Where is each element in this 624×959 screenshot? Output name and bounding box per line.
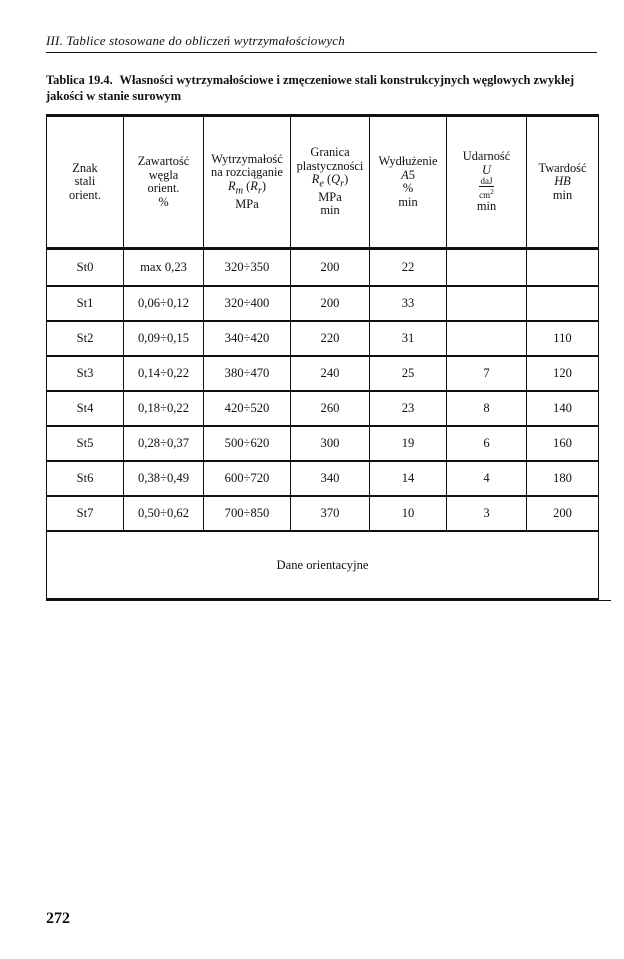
header-line: Twardość: [538, 160, 587, 175]
header-line: Granica: [310, 145, 350, 160]
cell-impact: [447, 321, 527, 356]
header-line: stali: [74, 174, 96, 189]
header-line: Znak: [72, 160, 98, 175]
header-line: Zawartość: [137, 154, 190, 168]
table-row: [47, 426, 599, 461]
header-elongation: [370, 116, 447, 249]
header-unit-fraction: [447, 177, 526, 200]
header-row: [47, 116, 599, 249]
running-header: III. Tablice stosowane do obliczeń wytrzymałościowych: [46, 33, 345, 48]
subscript: r: [257, 185, 262, 197]
cell-hardness: 200: [527, 496, 599, 531]
cell-yield: 200: [291, 286, 370, 321]
cell-hardness: 140: [527, 391, 599, 426]
header-line: Udarność: [462, 149, 511, 164]
cell-yield: 240: [291, 356, 370, 391]
cell-yield: 200: [291, 249, 370, 287]
header-steel-mark: [47, 116, 124, 249]
header-note: min: [320, 203, 340, 218]
cell-carbon: 0,18÷0,22: [124, 391, 204, 426]
cell-yield: 220: [291, 321, 370, 356]
cell-tensile: 380÷470: [204, 356, 291, 391]
cell-elongation: 25: [370, 356, 447, 391]
subscript: m: [235, 185, 244, 197]
header-rule: [46, 52, 597, 53]
cell-hardness: 110: [527, 321, 599, 356]
cell-yield: 340: [291, 461, 370, 496]
header-yield-strength: [291, 116, 370, 249]
cell-impact: 8: [447, 391, 527, 426]
header-line: węgla: [148, 167, 179, 182]
table-row: [47, 249, 599, 287]
cell-impact: [447, 249, 527, 287]
cell-steel-mark: St5: [47, 426, 124, 461]
cell-hardness: [527, 249, 599, 287]
cell-hardness: 180: [527, 461, 599, 496]
cell-elongation: 10: [370, 496, 447, 531]
header-line: Wytrzymałość: [211, 151, 283, 166]
symbol: R: [311, 172, 320, 187]
subscript: e: [319, 178, 324, 190]
cell-carbon: max 0,23: [124, 249, 204, 287]
cell-carbon: 0,50÷0,62: [124, 496, 204, 531]
cell-steel-mark: St2: [47, 321, 124, 356]
header-note: min: [476, 199, 497, 214]
table-caption: [46, 72, 598, 104]
cell-steel-mark: St1: [47, 286, 124, 321]
header-note: min: [398, 194, 418, 209]
header-unit: MPa: [318, 189, 342, 204]
cell-impact: 6: [447, 426, 527, 461]
header-carbon-content: [124, 116, 204, 249]
cell-carbon: 0,14÷0,22: [124, 356, 204, 391]
table-rule-tail: [597, 600, 611, 601]
table-row: [47, 321, 599, 356]
cell-elongation: 31: [370, 321, 447, 356]
table-row: [47, 496, 599, 531]
cell-carbon: 0,38÷0,49: [124, 461, 204, 496]
cell-tensile: 700÷850: [204, 496, 291, 531]
cell-elongation: 33: [370, 286, 447, 321]
header-line: plastyczności: [296, 158, 364, 173]
cell-elongation: 14: [370, 461, 447, 496]
header-hardness: [527, 116, 599, 249]
header-line: Wydłużenie: [378, 154, 438, 168]
cell-carbon: 0,28÷0,37: [124, 426, 204, 461]
cell-steel-mark: St7: [47, 496, 124, 531]
cell-elongation: 19: [370, 426, 447, 461]
cell-impact: 3: [447, 496, 527, 531]
cell-tensile: 500÷620: [204, 426, 291, 461]
cell-steel-mark: St6: [47, 461, 124, 496]
header-symbol: $R_m$ $(R_r)$: [227, 178, 267, 197]
footer-note-row: [47, 531, 599, 600]
cell-elongation: 23: [370, 391, 447, 426]
cell-tensile: 340÷420: [204, 321, 291, 356]
exponent: 2: [490, 187, 494, 197]
header-line: %: [158, 194, 169, 209]
cell-hardness: 160: [527, 426, 599, 461]
table-row: [47, 356, 599, 391]
footer-note: Dane orientacyjne: [47, 531, 599, 600]
cell-tensile: 320÷350: [204, 249, 291, 287]
steel-properties-table: [46, 114, 599, 601]
cell-steel-mark: St3: [47, 356, 124, 391]
header-symbol: [370, 169, 446, 183]
header-line: na rozciąganie: [211, 165, 283, 180]
cell-carbon: 0,09÷0,15: [124, 321, 204, 356]
header-impact-strength: [447, 116, 527, 249]
cell-hardness: 120: [527, 356, 599, 391]
subscript: r: [340, 178, 345, 190]
header-line: orient.: [69, 187, 101, 202]
page-number: 272: [46, 910, 70, 927]
caption-text: Własności wytrzymałościowe i zmęczeniowe stali konstrukcyjnych węglowych zwykłej jakości w stanie surowym: [46, 73, 575, 103]
cell-impact: [447, 286, 527, 321]
header-symbol: $R_e$ $(Q_r)$: [311, 172, 349, 190]
subscript: 5: [408, 167, 415, 182]
cell-yield: 260: [291, 391, 370, 426]
cell-steel-mark: St4: [47, 391, 124, 426]
symbol: HB: [554, 174, 571, 189]
cell-tensile: 600÷720: [204, 461, 291, 496]
header-unit: %: [402, 181, 414, 195]
cell-hardness: [527, 286, 599, 321]
header-line: orient.: [147, 181, 180, 195]
cell-steel-mark: St0: [47, 249, 124, 287]
symbol: U: [482, 162, 491, 177]
table-row: [47, 461, 599, 496]
cell-tensile: 420÷520: [204, 391, 291, 426]
fraction-numerator: daJ: [480, 176, 493, 187]
header-note: min: [552, 187, 573, 202]
cell-impact: 4: [447, 461, 527, 496]
symbol: R: [227, 178, 236, 193]
symbol: Q: [331, 172, 341, 187]
symbol: A: [401, 167, 409, 182]
symbol: R: [250, 178, 258, 193]
caption-number: Tablica 19.4.: [46, 73, 113, 87]
header-tensile-strength: [204, 116, 291, 249]
table-row: [47, 286, 599, 321]
cell-tensile: 320÷400: [204, 286, 291, 321]
table-row: [47, 391, 599, 426]
cell-yield: 300: [291, 426, 370, 461]
unit-cm: cm: [479, 190, 491, 201]
cell-yield: 370: [291, 496, 370, 531]
cell-impact: 7: [447, 356, 527, 391]
cell-carbon: 0,06÷0,12: [124, 286, 204, 321]
cell-elongation: 22: [370, 249, 447, 287]
header-unit: MPa: [235, 196, 259, 211]
